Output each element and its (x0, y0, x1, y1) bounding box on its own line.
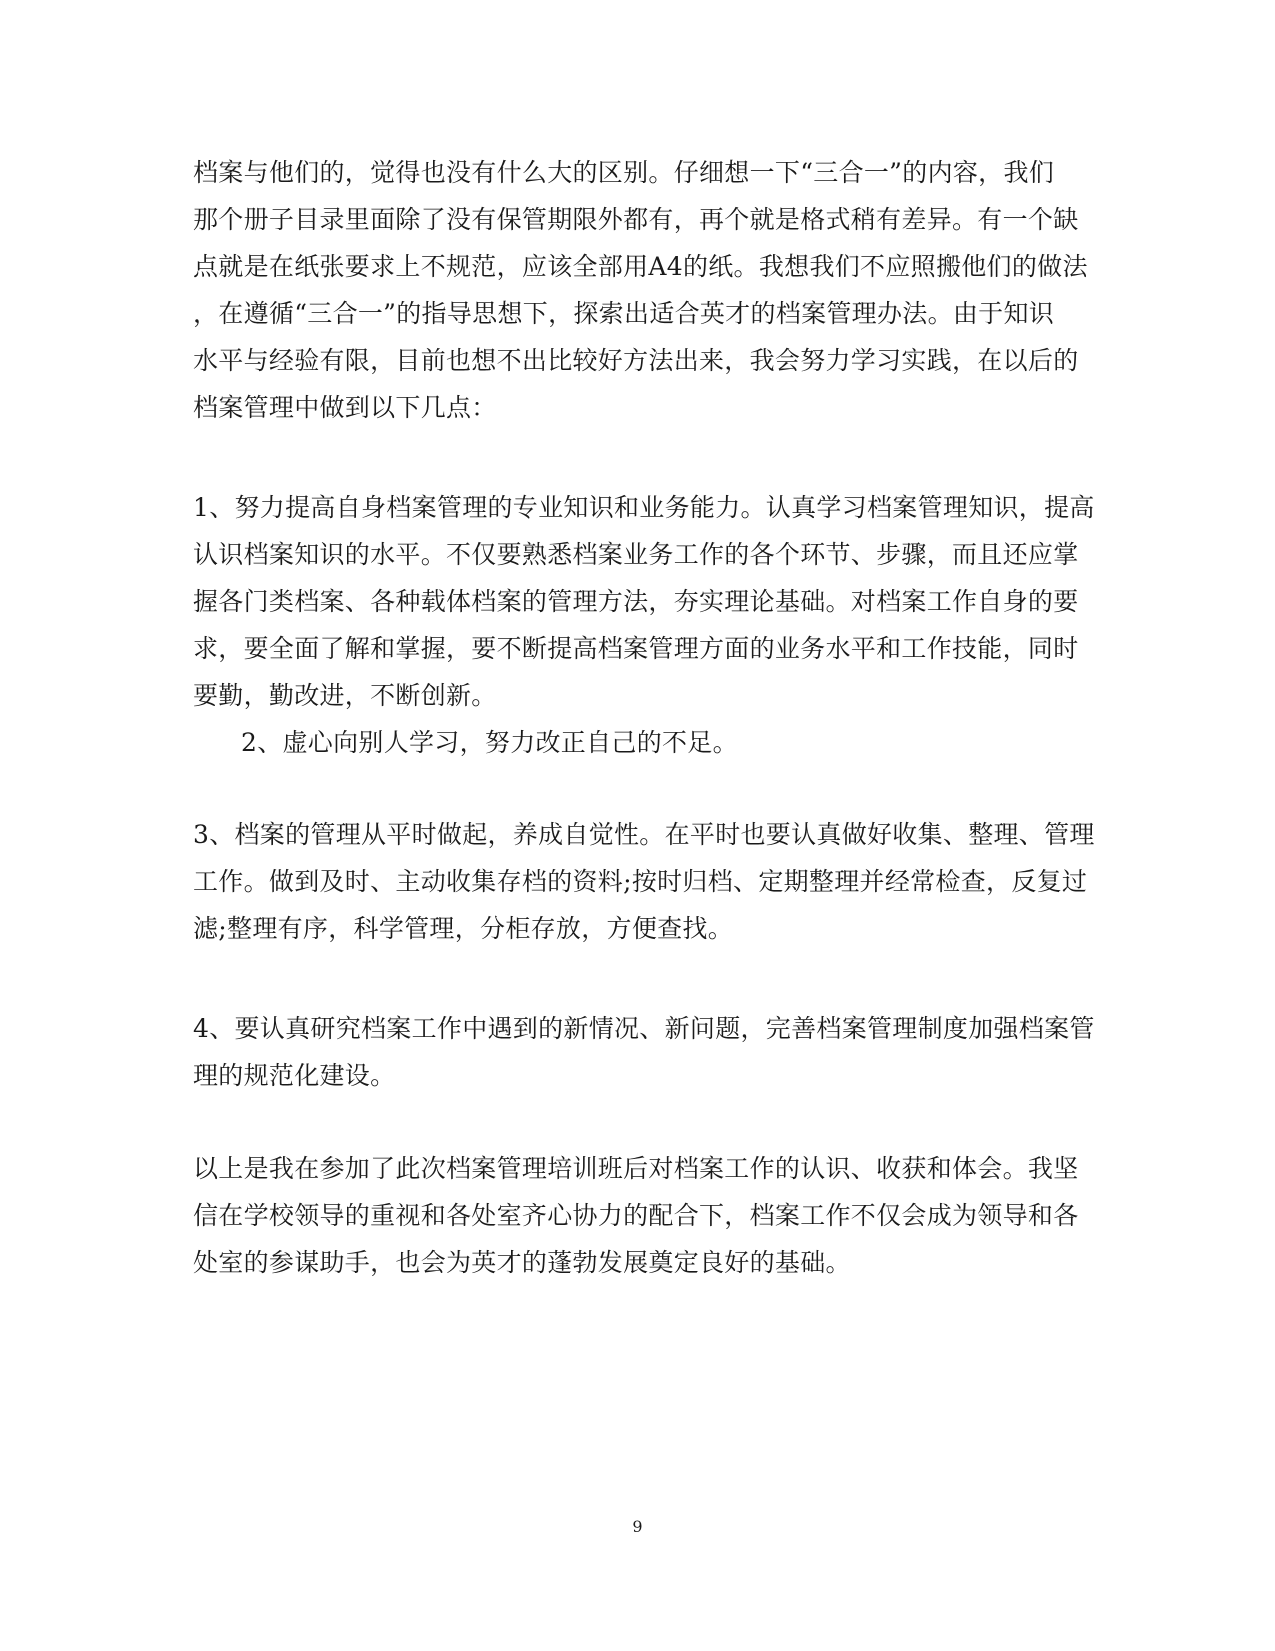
paragraph-2-line-2: 认识档案知识的水平。不仅要熟悉档案业务工作的各个环节、步骤，而且还应掌 (193, 540, 1079, 569)
paragraph-3-line-1: 2、虚心向别人学习，努力改正自己的不足。 (241, 728, 738, 757)
paragraph-6-line-2: 信在学校领导的重视和各处室齐心协力的配合下，档案工作不仅会成为领导和各 (193, 1201, 1079, 1230)
paragraph-1-line-2: 那个册子目录里面除了没有保管期限外都有，再个就是格式稍有差异。有一个缺 (193, 205, 1079, 234)
paragraph-2-line-5: 要勤，勤改进，不断创新。 (193, 681, 497, 710)
paragraph-2-line-1: 1、努力提高自身档案管理的专业知识和业务能力。认真学习档案管理知识，提高 (193, 493, 1095, 522)
paragraph-6-line-3: 处室的参谋助手，也会为英才的蓬勃发展奠定良好的基础。 (193, 1248, 851, 1277)
paragraph-2-line-4: 求，要全面了解和掌握，要不断提高档案管理方面的业务水平和工作技能，同时 (193, 634, 1079, 663)
paragraph-5-line-2: 理的规范化建设。 (193, 1061, 396, 1090)
paragraph-1-line-5: 水平与经验有限，目前也想不出比较好方法出来，我会努力学习实践，在以后的 (193, 346, 1079, 375)
paragraph-1-line-6: 档案管理中做到以下几点： (193, 393, 497, 422)
paragraph-1-line-3: 点就是在纸张要求上不规范，应该全部用A4的纸。我想我们不应照搬他们的做法 (193, 252, 1088, 281)
paragraph-2-line-3: 握各门类档案、各种载体档案的管理方法，夯实理论基础。对档案工作自身的要 (193, 587, 1079, 616)
paragraph-5-line-1: 4、要认真研究档案工作中遇到的新情况、新问题，完善档案管理制度加强档案管 (193, 1014, 1095, 1043)
paragraph-6-line-1: 以上是我在参加了此次档案管理培训班后对档案工作的认识、收获和体会。我坚 (193, 1154, 1079, 1183)
paragraph-4-line-3: 滤;整理有序，科学管理，分柜存放，方便查找。 (193, 914, 734, 943)
paragraph-4-line-2: 工作。做到及时、主动收集存档的资料;按时归档、定期整理并经常检查，反复过 (193, 867, 1088, 896)
paragraph-1-line-1: 档案与他们的，觉得也没有什么大的区别。仔细想一下“三合一”的内容，我们 (193, 158, 1055, 187)
paragraph-4-line-1: 3、档案的管理从平时做起，养成自觉性。在平时也要认真做好收集、整理、管理 (193, 820, 1095, 849)
page-number: 9 (632, 1517, 643, 1536)
paragraph-1-line-4: ，在遵循“三合一”的指导思想下，探索出适合英才的档案管理办法。由于知识 (193, 299, 1055, 328)
